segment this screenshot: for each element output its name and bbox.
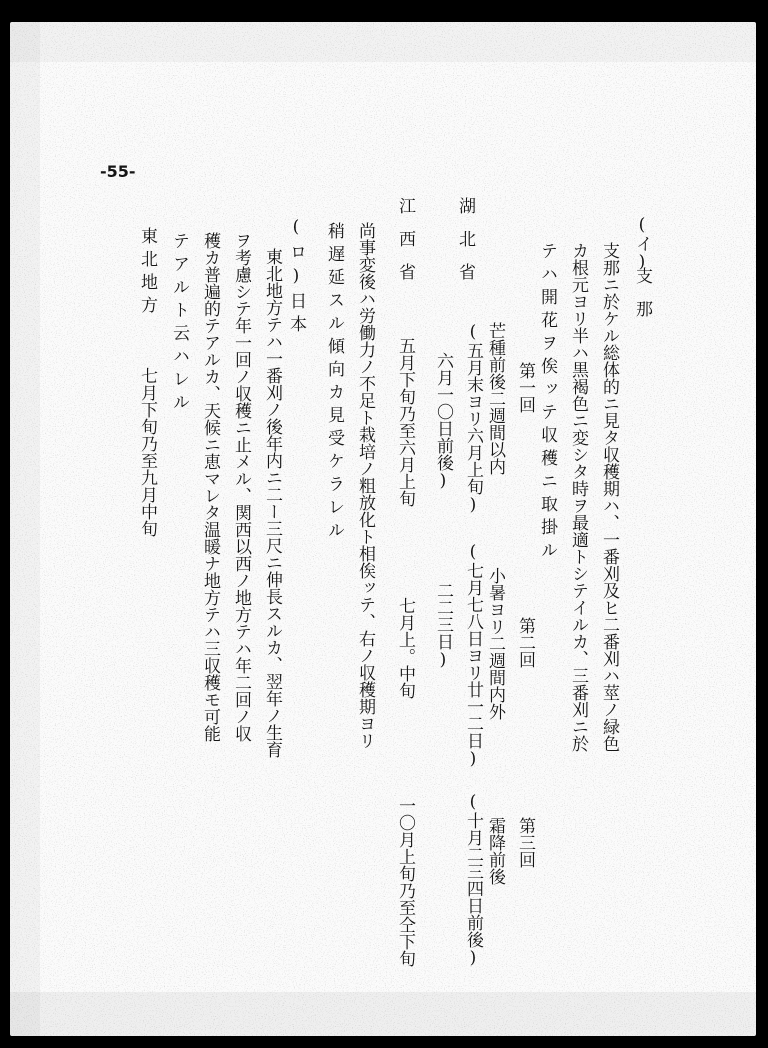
section-label-i: (イ)	[632, 215, 652, 272]
section-heading-china: 支那	[632, 267, 652, 333]
table-cell: (五月末ヨリ六月上旬)	[463, 322, 483, 515]
text-line: テハ開花ヲ俟ッテ収穫ニ取掛ル	[537, 242, 557, 564]
table-cell: 霜降前後	[485, 817, 505, 885]
text-line: カ根元ヨリ半ハ黒褐色ニ変シタ時ヲ最適トシテイルカ、三番刈ニ於	[568, 242, 588, 752]
section-heading-japan: (ロ)日本	[286, 217, 306, 338]
province-hubei: 湖北省	[455, 197, 475, 296]
text-line: ヲ考慮シテ年一回ノ収穫ニ止メル、関西以西ノ地方テハ年二回ノ収	[231, 232, 251, 742]
province-jiangxi: 江西省	[395, 197, 415, 296]
text-line: 稍遅延スル傾向カ見受ケラレル	[324, 222, 344, 544]
text-line: 東北地方テハ一番刈ノ後年内ニ二ー三尺ニ伸長スルカ、翌年ノ生育	[262, 248, 282, 758]
text-line: 支那ニ於ケル総体的ニ見タ収穫期ハ、一番刈及ヒ二番刈ハ莖ノ緑色	[599, 242, 619, 752]
table-cell: 七月上。中旬	[395, 597, 415, 699]
text-line: 尚事変後ハ労働力ノ不足ト栽培ノ粗放化ト相俟ッテ、右ノ収穫期ヨリ	[355, 222, 375, 749]
table-header-first: 第一回	[515, 362, 535, 413]
table-header-second: 第二回	[515, 617, 535, 668]
table-header-third: 第三回	[515, 817, 535, 868]
table-cell: 一〇月上旬乃至仝下旬	[395, 797, 415, 967]
table-cell: 五月下旬乃至六月上旬	[395, 337, 415, 507]
page-number: -55-	[100, 162, 136, 181]
text-line: 穫カ普遍的テアルカ、天候ニ恵マレタ温暖ナ地方テハ三収穫モ可能	[200, 232, 220, 742]
table-cell: 七月下旬乃至九月中旬	[137, 367, 157, 537]
table-cell: (十月二三四日前後)	[463, 792, 483, 968]
region-tohoku: 東北地方	[137, 227, 157, 319]
table-cell: 二二三日)	[433, 582, 453, 670]
table-cell: 六月一〇日前後)	[433, 352, 453, 491]
document-page	[10, 22, 756, 1036]
table-cell: 小暑ヨリ二週間内外	[485, 567, 505, 720]
text-line: テアルト云ハレル	[169, 232, 189, 416]
table-cell: (七月七八日ヨリ廿一二日)	[463, 542, 483, 769]
table-cell: 芒種前後二週間以内	[485, 322, 505, 475]
document-text	[10, 22, 756, 1036]
